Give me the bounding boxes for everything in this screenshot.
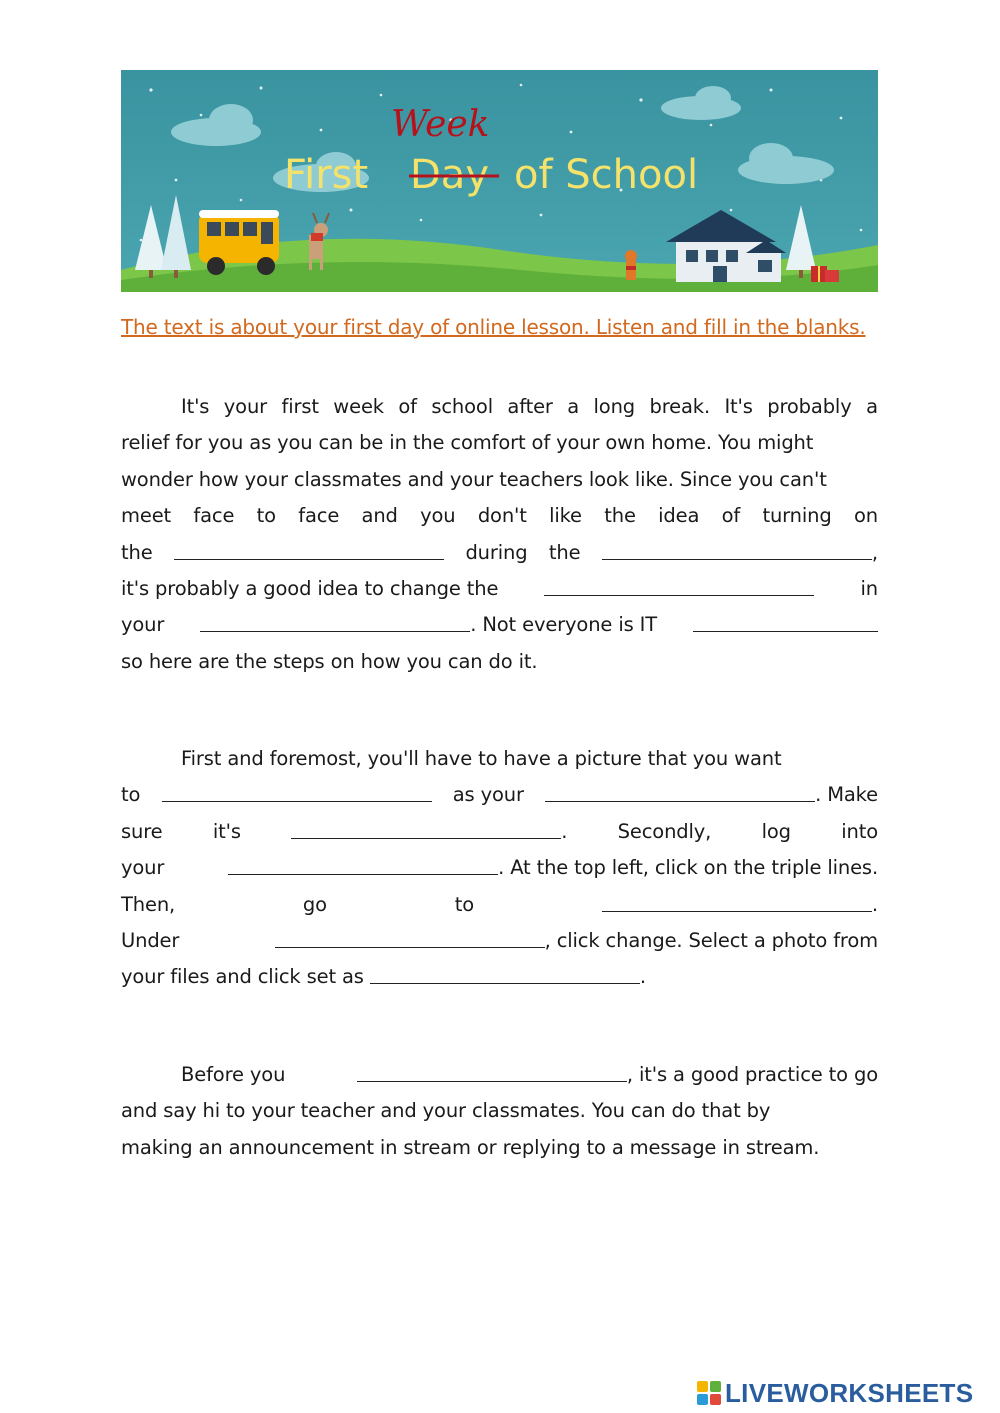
- word: your: [121, 856, 165, 880]
- word: you: [420, 504, 456, 528]
- word: in: [860, 576, 878, 600]
- word: into: [841, 819, 878, 843]
- logo-text: LIVEWORKSHEETS: [725, 1377, 974, 1408]
- text-fragment: .: [871, 892, 878, 916]
- word: meet: [121, 504, 172, 528]
- word: It's: [724, 395, 753, 418]
- word: during: [465, 540, 528, 564]
- banner-illustration: [121, 70, 878, 292]
- word: week: [333, 395, 384, 418]
- word: break.: [649, 395, 710, 418]
- blank-field[interactable]: [545, 785, 819, 809]
- instruction-text: The text is about your first day of online lesson. Listen and fill in the blanks.: [121, 315, 866, 339]
- word: a: [866, 395, 878, 418]
- word: to: [121, 783, 141, 807]
- banner-title-rest: of School: [514, 152, 699, 198]
- word: to: [256, 504, 276, 528]
- text-line: wonder how your classmates and your teachers look like. Since you can't: [121, 467, 827, 491]
- word: of: [398, 395, 417, 418]
- text-line: and say hi to your teacher and your classmates. You can do that by: [121, 1099, 771, 1123]
- word: face: [193, 504, 235, 528]
- text-fragment: as your: [452, 783, 524, 807]
- word: don't: [477, 504, 527, 528]
- blank-input-12[interactable]: [370, 961, 640, 984]
- word: school: [431, 395, 493, 418]
- word: Then,: [121, 892, 176, 916]
- text-fragment: . At the top left, click on the triple lines.: [498, 856, 878, 880]
- text-fragment: .: [561, 819, 568, 843]
- blank-field[interactable]: [200, 615, 474, 639]
- blank-input-3[interactable]: [544, 573, 814, 596]
- header-banner: [121, 70, 878, 292]
- text-fragment: . Not everyone is IT: [470, 613, 658, 637]
- word: face: [298, 504, 340, 528]
- text-fragment: Before you: [181, 1063, 286, 1086]
- fox-illustration: [625, 250, 637, 280]
- word: the: [604, 504, 636, 528]
- word: Under: [121, 928, 180, 952]
- word: idea: [658, 504, 700, 528]
- text-fragment: . Make: [815, 783, 878, 807]
- text-line: First and foremost, you'll have to have a picture that you want: [181, 747, 782, 770]
- blank-field[interactable]: [291, 819, 568, 845]
- text-fragment: , it's a good practice to go: [626, 1063, 878, 1086]
- banner-title-struck-word: Day: [410, 152, 489, 198]
- blank-input-7[interactable]: [545, 779, 815, 802]
- word: go: [302, 892, 327, 916]
- blank-input-5[interactable]: [693, 609, 878, 632]
- banner-title-first: First: [284, 152, 369, 198]
- blank-field[interactable]: [228, 858, 502, 882]
- text-line: it's probably a good idea to change the: [121, 576, 499, 600]
- blank-input-4[interactable]: [200, 609, 470, 632]
- word: the: [548, 540, 581, 564]
- word: and: [361, 504, 398, 528]
- blank-input-6[interactable]: [162, 779, 432, 802]
- word: Secondly,: [617, 819, 712, 843]
- blank-field[interactable]: [693, 615, 882, 639]
- word: sure: [121, 819, 163, 843]
- word: a: [567, 395, 580, 418]
- word: to: [454, 892, 475, 916]
- word: It's: [181, 395, 210, 418]
- blank-field[interactable]: [370, 967, 644, 991]
- liveworksheets-logo[interactable]: [697, 1378, 995, 1408]
- blank-field[interactable]: [602, 542, 876, 566]
- blank-input-10[interactable]: [602, 889, 872, 912]
- word: on: [853, 504, 878, 528]
- word: the: [121, 540, 153, 564]
- blank-field[interactable]: [275, 930, 549, 954]
- blank-field[interactable]: [162, 785, 436, 809]
- word: your: [223, 395, 268, 418]
- paragraph-3: [121, 1057, 878, 1166]
- blank-input-13[interactable]: [357, 1059, 627, 1082]
- word: it's: [212, 819, 241, 843]
- blank-input-11[interactable]: [275, 925, 545, 948]
- blank-field[interactable]: [357, 1065, 631, 1089]
- paragraph-2: [121, 741, 878, 996]
- banner-title-correction: Week: [391, 104, 490, 145]
- word: turning: [762, 504, 832, 528]
- blank-input-1[interactable]: [174, 537, 444, 560]
- blank-input-2[interactable]: [602, 537, 872, 560]
- word: like: [549, 504, 582, 528]
- paragraph-1: It's your first week of school after a long break. It's probably a relief for you as you can be in the comfort of your own home. You might wonder how your classmates and your teachers look like. Since you can't meet face to face and you don't like the idea of turning on the during the , it's probably a good idea to change the in your . Not everyone is IT so here are the steps on how you can do it.: [121, 389, 878, 680]
- blank-input-8[interactable]: [291, 816, 561, 839]
- word: after: [507, 395, 553, 418]
- text-line: relief for you as you can be in the comfort of your own home. You might: [121, 431, 814, 455]
- word: long: [593, 395, 636, 418]
- word: log: [761, 819, 791, 843]
- text-line: so here are the steps on how you can do it.: [121, 649, 538, 673]
- word: first: [281, 395, 319, 418]
- blank-field[interactable]: [544, 578, 818, 602]
- word: probably: [767, 395, 852, 418]
- logo-grid-icon: [697, 1381, 721, 1405]
- text-fragment: .: [639, 965, 646, 989]
- word: of: [721, 504, 741, 528]
- blank-field[interactable]: [602, 894, 876, 918]
- blank-input-9[interactable]: [228, 852, 498, 875]
- word: your: [121, 613, 165, 637]
- text-line: your files and click set as: [121, 965, 364, 989]
- blank-field[interactable]: [174, 542, 448, 566]
- text-line: making an announcement in stream or replying to a message in stream.: [121, 1135, 820, 1159]
- text-fragment: , click change. Select a photo from: [544, 928, 878, 952]
